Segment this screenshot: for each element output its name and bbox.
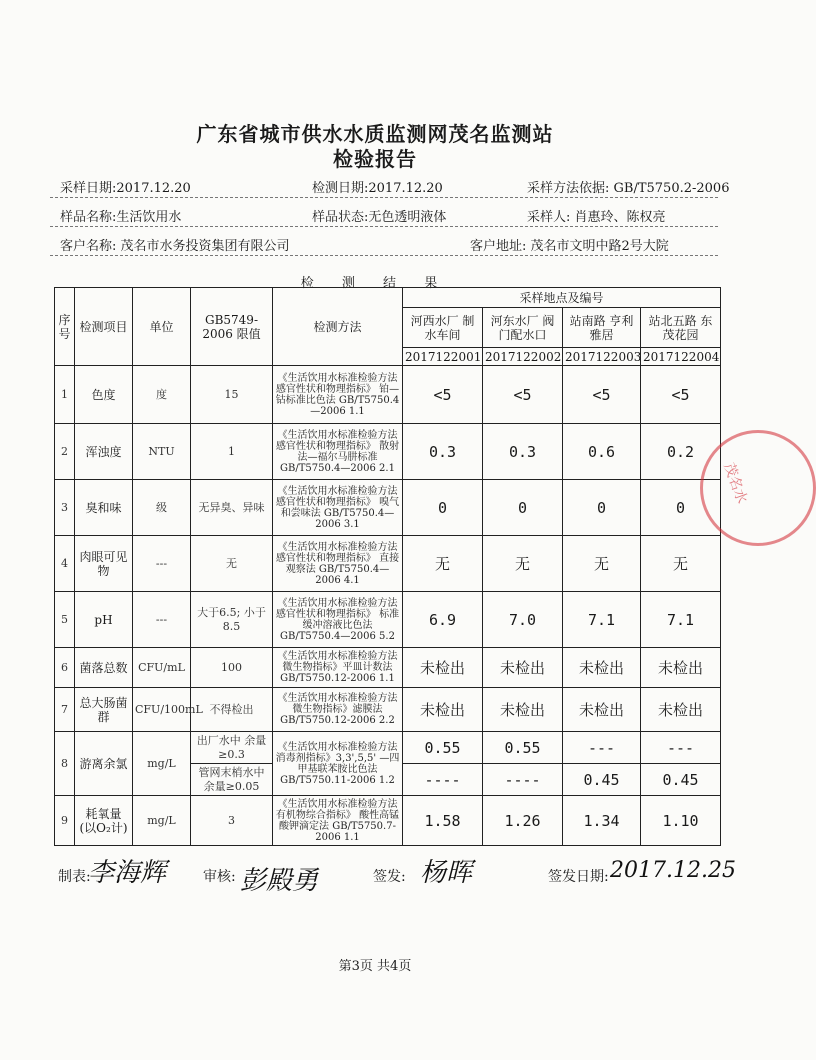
header-limit: GB5749-2006 限值 (191, 288, 273, 366)
row-result: 0 (641, 480, 721, 536)
row-result: 无 (563, 536, 641, 592)
sampling-method: 采样方法依据: GB/T5750.2-2006 (527, 181, 730, 196)
row-result: 0.3 (483, 424, 563, 480)
row-result: 6.9 (403, 592, 483, 648)
sample-state: 样品状态:无色透明液体 (312, 210, 447, 225)
row-unit: NTU (133, 424, 191, 480)
row-method: 《生活饮用水标准检验方法 微生物指标》滤膜法 GB/T5750.12-2006 2.2 (273, 688, 403, 732)
row-no: 1 (55, 366, 75, 424)
row-no: 5 (55, 592, 75, 648)
row-item: pH (75, 592, 133, 648)
row-result: <5 (483, 366, 563, 424)
row-result: 0.2 (641, 424, 721, 480)
testing-date: 检测日期:2017.12.20 (312, 181, 443, 196)
row-limit: 无异臭、异味 (191, 480, 273, 536)
header-sites: 采样地点及编号 (403, 288, 721, 308)
row-no: 3 (55, 480, 75, 536)
section-title: 检 测 结 果 (300, 276, 450, 291)
table-row (55, 688, 721, 732)
row-result: 7.1 (641, 592, 721, 648)
row-result: ---- (403, 764, 483, 796)
issuer-label: 签发: (373, 869, 406, 885)
row-result: <5 (403, 366, 483, 424)
table-row (55, 592, 721, 648)
row-result: 1.26 (483, 796, 563, 846)
header-unit: 单位 (133, 288, 191, 366)
row-limit: 100 (191, 648, 273, 688)
row-method: 《生活饮用水标准检验方法 微生物指标》平皿计数法 GB/T5750.12-2006 1.1 (273, 648, 403, 688)
row-unit: --- (133, 536, 191, 592)
row-result: 0 (563, 480, 641, 536)
row-result: ---- (483, 764, 563, 796)
row-method: 《生活饮用水标准检验方法 感官性状和物理指标》 铂—钴标准比色法 GB/T5750.4—2006 1.1 (273, 366, 403, 424)
row-result: 无 (483, 536, 563, 592)
site-code: 2017122002 (483, 348, 563, 366)
row-result: 0 (483, 480, 563, 536)
row-item: 肉眼可见物 (75, 536, 133, 592)
row-item: 总大肠菌群 (75, 688, 133, 732)
row-result: 未检出 (483, 648, 563, 688)
row-limit: 不得检出 (191, 688, 273, 732)
row-item: 菌落总数 (75, 648, 133, 688)
row-result: 0.45 (563, 764, 641, 796)
header-method: 检测方法 (273, 288, 403, 366)
row-result: 未检出 (563, 648, 641, 688)
row-item: 耗氧量 (以O₂计) (75, 796, 133, 846)
row-method: 《生活饮用水标准检验方法 有机物综合指标》 酸性高锰酸钾滴定法 GB/T5750.7-2006 1.1 (273, 796, 403, 846)
row-method: 《生活饮用水标准检验方法 感官性状和物理指标》 嗅气和尝味法 GB/T5750.4—2006 3.1 (273, 480, 403, 536)
table-row (55, 424, 721, 480)
row-method: 《生活饮用水标准检验方法 感官性状和物理指标》 直接观察法 GB/T5750.4—2006 4.1 (273, 536, 403, 592)
prepared-label: 制表: (58, 869, 91, 885)
results-table (54, 287, 721, 846)
site-code: 2017122001 (403, 348, 483, 366)
row-result: 未检出 (403, 688, 483, 732)
official-seal-icon: 茂名水 (700, 430, 816, 546)
row-result: 未检出 (563, 688, 641, 732)
client-name: 客户名称: 茂名市水务投资集团有限公司 (60, 239, 290, 254)
sample-name: 样品名称:生活饮用水 (60, 210, 182, 225)
issue-date: 2017.12.25 (610, 858, 736, 883)
issuer-signature: 杨晖 (420, 858, 473, 888)
site-name: 河东水厂 阀门配水口 (483, 308, 563, 348)
row-result: 0.6 (563, 424, 641, 480)
header-divider (50, 197, 718, 198)
row-result: 1.58 (403, 796, 483, 846)
row-unit: CFU/mL (133, 648, 191, 688)
row-item: 浑浊度 (75, 424, 133, 480)
header-no: 序号 (55, 288, 75, 366)
row-limit: 出厂水中 余量≥0.3 (191, 732, 273, 764)
row-limit: 管网末梢水中 余量≥0.05 (191, 764, 273, 796)
client-address: 客户地址: 茂名市文明中路2号大院 (470, 239, 669, 254)
row-result: 未检出 (641, 688, 721, 732)
row-unit: mg/L (133, 732, 191, 796)
row-result: 1.10 (641, 796, 721, 846)
row-result: <5 (641, 366, 721, 424)
row-limit: 15 (191, 366, 273, 424)
sampler: 采样人: 肖惠玲、陈权亮 (527, 210, 666, 225)
issue-date-label: 签发日期: (548, 869, 609, 885)
row-no: 9 (55, 796, 75, 846)
row-method: 《生活饮用水标准检验方法 感官性状和物理指标》 标准缓冲溶液比色法 GB/T5750.4—2006 5.2 (273, 592, 403, 648)
sampling-date: 采样日期:2017.12.20 (60, 181, 191, 196)
row-no: 6 (55, 648, 75, 688)
table-row (55, 732, 721, 764)
row-limit: 3 (191, 796, 273, 846)
site-name: 站南路 亨利雅居 (563, 308, 641, 348)
site-code: 2017122003 (563, 348, 641, 366)
site-name: 河西水厂 制水车间 (403, 308, 483, 348)
row-result: 0.55 (403, 732, 483, 764)
header-divider (50, 226, 718, 227)
row-result: <5 (563, 366, 641, 424)
row-result: 7.0 (483, 592, 563, 648)
row-result: --- (641, 732, 721, 764)
row-result: 1.34 (563, 796, 641, 846)
row-unit: mg/L (133, 796, 191, 846)
table-row (55, 648, 721, 688)
row-method: 《生活饮用水标准检验方法 消毒剂指标》3,3',5,5' —四甲基联苯胺比色法 GB/T5750.11-2006 1.2 (273, 732, 403, 796)
row-result: 0.55 (483, 732, 563, 764)
row-no: 8 (55, 732, 75, 796)
report-title: 广东省城市供水水质监测网茂名监测站 (196, 122, 554, 146)
row-limit: 无 (191, 536, 273, 592)
row-item: 色度 (75, 366, 133, 424)
row-unit: 度 (133, 366, 191, 424)
page-number: 第3页 共4页 (338, 959, 412, 974)
table-row (55, 366, 721, 424)
row-result: 无 (403, 536, 483, 592)
row-method: 《生活饮用水标准检验方法 感官性状和物理指标》 散射法—福尔马肼标准 GB/T5750.4—2006 2.1 (273, 424, 403, 480)
row-no: 4 (55, 536, 75, 592)
row-result: 未检出 (641, 648, 721, 688)
table-row (55, 480, 721, 536)
review-signature: 彭殿勇 (240, 866, 319, 896)
review-label: 审核: (203, 869, 236, 885)
row-result: --- (563, 732, 641, 764)
row-unit: 级 (133, 480, 191, 536)
row-result: 7.1 (563, 592, 641, 648)
row-item: 臭和味 (75, 480, 133, 536)
header-item: 检测项目 (75, 288, 133, 366)
report-subtitle: 检验报告 (333, 147, 417, 171)
row-unit: --- (133, 592, 191, 648)
row-result: 未检出 (403, 648, 483, 688)
row-result: 0.45 (641, 764, 721, 796)
row-result: 无 (641, 536, 721, 592)
row-result: 0 (403, 480, 483, 536)
table-row (55, 536, 721, 592)
row-unit: CFU/100mL (133, 688, 191, 732)
row-result: 未检出 (483, 688, 563, 732)
table-row (55, 796, 721, 846)
site-code: 2017122004 (641, 348, 721, 366)
row-item: 游离余氯 (75, 732, 133, 796)
site-name: 站北五路 东茂花园 (641, 308, 721, 348)
header-divider (50, 255, 718, 256)
row-limit: 1 (191, 424, 273, 480)
row-limit: 大于6.5; 小于8.5 (191, 592, 273, 648)
row-no: 7 (55, 688, 75, 732)
prepared-signature: 李海辉 (88, 858, 167, 888)
row-no: 2 (55, 424, 75, 480)
row-result: 0.3 (403, 424, 483, 480)
